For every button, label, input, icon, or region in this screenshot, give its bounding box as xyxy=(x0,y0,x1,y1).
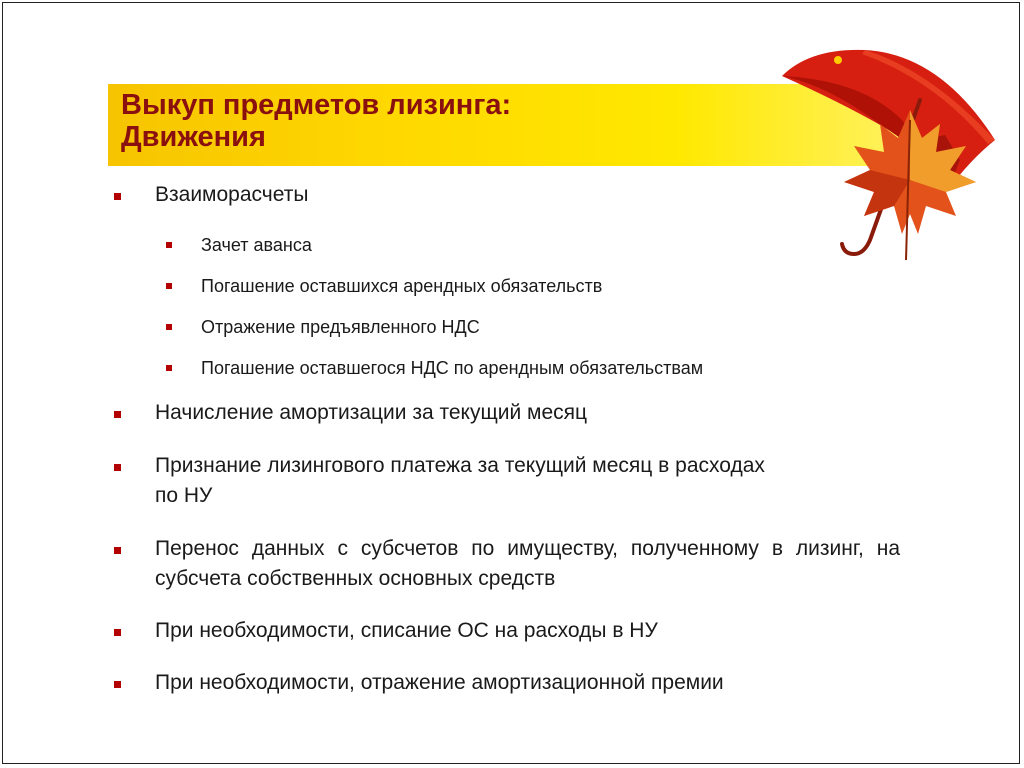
list-item-label: Взаиморасчеты xyxy=(155,183,309,206)
sub-list-item-label: Отражение предъявленного НДС xyxy=(201,317,480,337)
bullet-icon xyxy=(114,547,121,554)
bullet-icon xyxy=(114,411,121,418)
list-item xyxy=(110,534,900,594)
bullet-icon xyxy=(114,629,121,636)
bullet-icon xyxy=(114,681,121,688)
sub-list-item-label: Погашение оставшегося НДС по арендным обязательствам xyxy=(201,358,704,378)
slide-title xyxy=(121,89,511,153)
sub-list-item-label: Зачет аванса xyxy=(201,235,312,255)
list-item xyxy=(110,398,900,428)
bullet-icon xyxy=(166,242,172,248)
list-item xyxy=(110,180,900,210)
list-item-label: Перенос данных с субсчетов по имуществу, полученному в лизинг, на субсчета собственных основных средств xyxy=(155,537,900,590)
bullet-icon xyxy=(166,324,172,330)
bullet-icon xyxy=(114,464,121,471)
sub-list-item xyxy=(110,355,900,381)
list-item-label: При необходимости, списание ОС на расходы в НУ xyxy=(155,619,658,642)
sub-list-item xyxy=(110,314,900,340)
list-item-label: Признание лизингового платежа за текущий месяц в расходах по НУ xyxy=(155,454,765,507)
bullet-icon xyxy=(114,193,121,200)
list-item xyxy=(110,451,770,511)
list-item-label: Начисление амортизации за текущий месяц xyxy=(155,401,588,424)
sub-list-item xyxy=(110,232,900,258)
list-item-label: При необходимости, отражение амортизационной премии xyxy=(155,671,724,694)
sub-list-item xyxy=(110,273,900,299)
list-item xyxy=(110,668,900,698)
bullet-icon xyxy=(166,283,172,289)
slide-title-line-2: Движения xyxy=(121,121,266,153)
sub-list-item-label: Погашение оставшихся арендных обязательств xyxy=(201,276,603,296)
slide-title-line-1: Выкуп предметов лизинга: xyxy=(121,89,512,121)
list-item xyxy=(110,616,900,646)
bullet-icon xyxy=(166,365,172,371)
